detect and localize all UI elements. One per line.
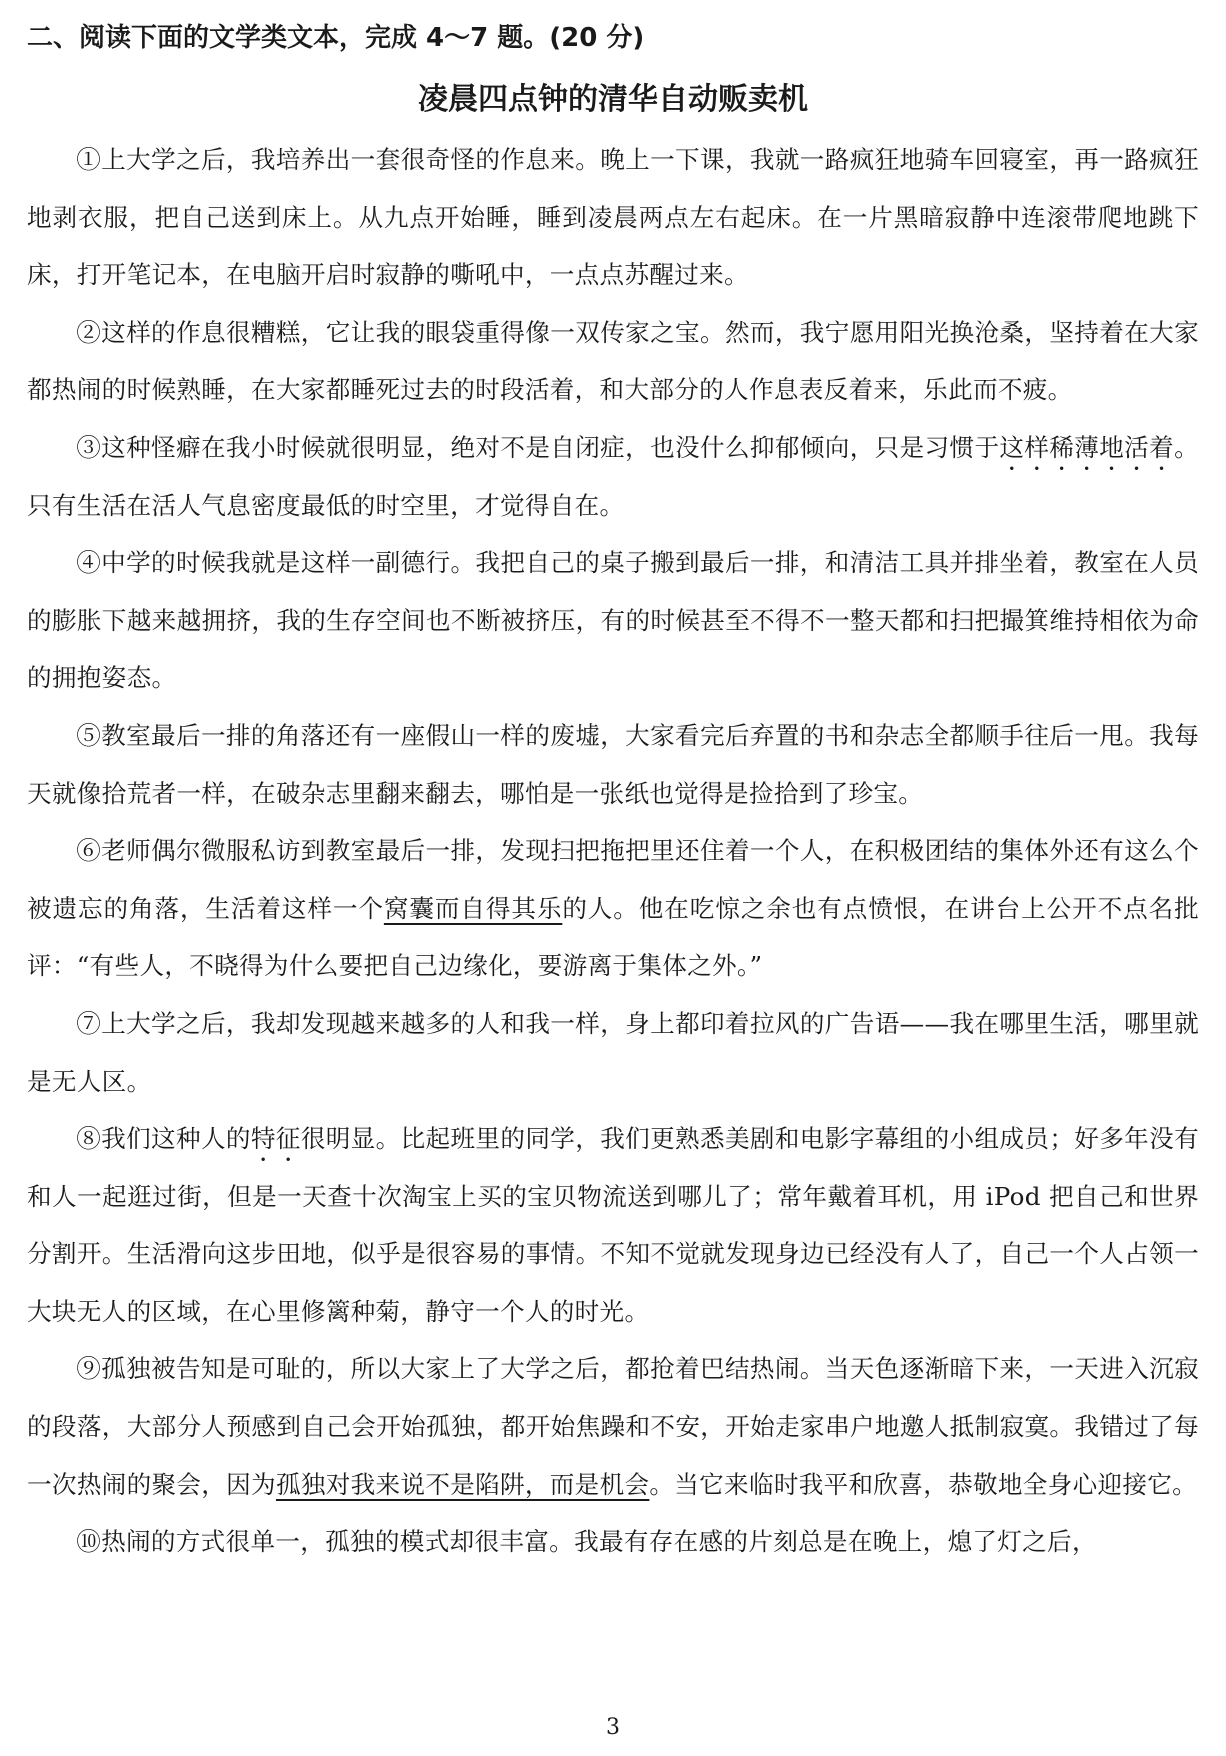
paragraph-10: ⑩热闹的方式很单一，孤独的模式却很丰富。我最有存在感的片刻总是在晚上，熄了灯之后， xyxy=(76,1527,1097,1557)
underlined-phrase: 窝囊而自得其乐 xyxy=(383,893,563,923)
paragraph-8-text-b: 很明显。比起班里的同学，我们更熟悉美剧和电影字幕组的小组成员；好多年没有和人一起逛过街，但是一天查十次淘宝上买的宝贝物流送到哪儿了；常年戴着耳机，用 iPod 把自己和世界分割开。生活滑向这步田地，似乎是很容易的事情。不知不觉就发现身边已经没有人了，自己一个人占领一大块无人的区域，在心里修篱种菊，静守一个人的时光。 xyxy=(27,1124,1199,1326)
emphasis-dotted-word: 特征 xyxy=(250,1124,301,1154)
paragraph-4: ④中学的时候我就是这样一副德行。我把自己的桌子搬到最后一排，和清洁工具并排坐着，教室在人员的膨胀下越来越拥挤，我的生存空间也不断被挤压，有的时候甚至不得不一整天都和扫把撮箕维持相依为命的拥抱姿态。 xyxy=(27,548,1199,693)
section-header: 二、阅读下面的文学类文本，完成 4～7 题。(20 分) xyxy=(27,23,645,53)
paragraph-1: ①上大学之后，我培养出一套很奇怪的作息来。晚上一下课，我就一路疯狂地骑车回寝室，再一路疯狂地剥衣服，把自己送到床上。从九点开始睡，睡到凌晨两点左右起床。在一片黑暗寂静中连滚带爬地跳下床，打开笔记本，在电脑开启时寂静的嘶吼中，一点点苏醒过来。 xyxy=(27,145,1199,290)
article-body xyxy=(27,131,1199,1571)
underlined-sentence: 孤独对我来说不是陷阱，而是机会 xyxy=(275,1469,650,1499)
paragraph-3 xyxy=(27,419,1199,534)
paragraph-7: ⑦上大学之后，我却发现越来越多的人和我一样，身上都印着拉风的广告语——我在哪里生活，哪里就是无人区。 xyxy=(27,1008,1199,1096)
emphasis-dotted-phrase: 这样稀薄地活着 xyxy=(999,432,1175,462)
paragraph-6-text-a: ⑥老师偶尔微服私访到教室最后一排，发现扫把拖把里还住着一个人，在积极团结的集体外还有这么个被遗忘的角落，生活着这样一个 xyxy=(27,836,1199,923)
paragraph-8 xyxy=(27,1110,1199,1340)
page-number: 3 xyxy=(606,1715,620,1740)
paragraph-5: ⑤教室最后一排的角落还有一座假山一样的废墟，大家看完后弃置的书和杂志全都顺手往后一甩。我每天就像拾荒者一样，在破杂志里翻来翻去，哪怕是一张纸也觉得是捡拾到了珍宝。 xyxy=(27,720,1199,808)
paragraph-3-text-b: 。只有生活在活人气息密度最低的时空里，才觉得自在。 xyxy=(27,432,1199,520)
paragraph-2: ②这样的作息很糟糕，它让我的眼袋重得像一双传家之宝。然而，我宁愿用阳光换沧桑，坚持着在大家都热闹的时候熟睡，在大家都睡死过去的时段活着，和大部分的人作息表反着来，乐此而不疲。 xyxy=(27,317,1199,405)
article-title: 凌晨四点钟的清华自动贩卖机 xyxy=(418,82,808,117)
paragraph-8-text-a: ⑧我们这种人的 xyxy=(76,1124,251,1154)
paragraph-3-text-a: ③这种怪癖在我小时候就很明显，绝对不是自闭症，也没什么抑郁倾向，只是习惯于 xyxy=(76,432,1000,462)
paragraph-9-text-b: 。当它来临时我平和欣喜，恭敬地全身心迎接它。 xyxy=(649,1469,1198,1499)
paragraph-9-text-a: ⑨孤独被告知是可耻的，所以大家上了大学之后，都抢着巴结热闹。当天色逐渐暗下来，一天进入沉寂的段落，大部分人预感到自己会开始孤独，都开始焦躁和不安，开始走家串户地邀人抵制寂寞。我错过了每一次热闹的聚会，因为 xyxy=(27,1354,1199,1499)
paragraph-9 xyxy=(27,1340,1199,1513)
paragraph-6 xyxy=(27,822,1199,995)
paragraph-6-text-b: 的人。他在吃惊之余也有点愤恨，在讲台上公开不点名批评：“有些人，不晓得为什么要把自己边缘化，要游离于集体之外。” xyxy=(27,893,1199,981)
